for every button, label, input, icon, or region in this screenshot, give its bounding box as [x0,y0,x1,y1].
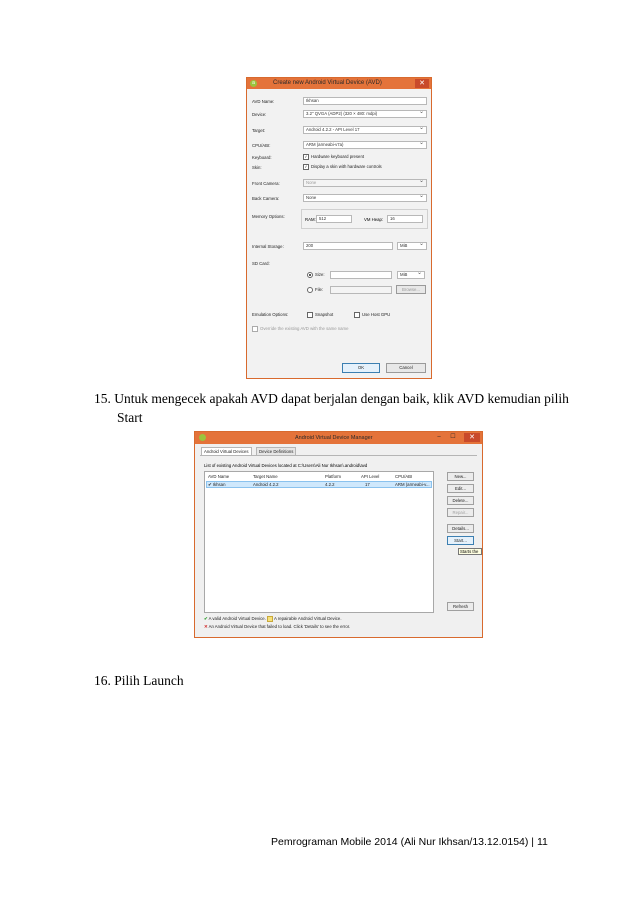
avd-name-input[interactable]: Ikhsan [303,97,427,105]
keyboard-label: Keyboard: [252,155,272,160]
create-avd-title: Create new Android Virtual Device (AVD) [273,80,382,86]
legend-failed-text: An Android Virtual Device that failed to load. Click 'Details' to see the error. [208,624,351,629]
display-skin-checkbox[interactable] [303,164,382,170]
repair-button[interactable]: Repair... [447,508,474,517]
avd-name-label: AVD Name: [252,99,275,104]
tab-divider [200,455,477,456]
checkbox-checked-icon: ✓ [304,164,308,169]
refresh-button[interactable]: Refresh [447,602,474,611]
skin-label: Skin: [252,165,262,170]
target-select[interactable]: Android 4.2.2 - API Level 17 ⌄ [303,126,427,134]
avd-manager-titlebar [195,432,482,444]
page-footer: Pemrograman Mobile 2014 (Ali Nur Ikhsan/13.12.0154) | 11 [271,836,548,848]
checkbox-unchecked-icon [307,312,313,318]
avd-manager-title: Android Virtual Device Manager [295,435,373,441]
cpu-abi-select[interactable]: ARM (armeabi-v7a) ⌄ [303,141,427,149]
internal-storage-unit-select[interactable]: MiB ⌄ [397,242,427,250]
cpu-abi-label: CPU/ABI: [252,143,271,148]
browse-button[interactable]: Browse... [396,285,426,294]
sd-file-radio[interactable] [307,287,323,293]
step-15-line-2: Start [117,410,143,425]
tab-android-virtual-devices[interactable]: Android Virtual Devices [201,447,252,455]
sd-size-label: Size: [315,272,325,278]
snapshot-checkbox[interactable] [307,312,333,318]
close-icon[interactable]: ✕ [464,433,480,442]
front-camera-label: Front Camera: [252,181,280,186]
host-gpu-text: Use Host GPU [362,312,391,318]
column-header-platform[interactable]: Platform [325,474,341,479]
hardware-keyboard-text: Hardware keyboard present [311,154,365,160]
sd-card-label: SD Card: [252,261,270,266]
back-camera-select[interactable]: None ⌄ [303,194,427,202]
override-avd-text: Override the existing AVD with the same name [260,326,349,332]
device-select[interactable]: 3.2" QVGA (ADP2) (320 × 480: mdpi) ⌄ [303,110,427,118]
checkbox-unchecked-icon [252,326,258,332]
ram-input[interactable]: 512 [316,215,352,223]
sd-file-input[interactable] [330,286,392,294]
column-header-avd-name[interactable]: AVD Name [208,474,230,479]
new-button[interactable]: New... [447,472,474,481]
back-camera-label: Back Camera: [252,196,280,201]
platform-cell: 4.2.2 [325,482,335,487]
radio-selected-icon [307,272,313,278]
maximize-icon[interactable]: ☐ [450,434,456,440]
legend-line-2 [204,624,350,630]
start-tooltip: Starts the [458,548,482,555]
emulation-options-label: Emulation Options: [252,312,289,317]
sd-size-input[interactable] [330,271,392,279]
create-avd-dialog-screenshot [246,77,432,379]
host-gpu-checkbox[interactable] [354,312,390,318]
ram-label: RAM: [305,217,316,222]
snapshot-text: Snapshot [315,312,334,318]
api-level-cell: 17 [365,482,370,487]
front-camera-select[interactable]: None ⌄ [303,179,427,187]
repairable-icon [267,616,273,622]
cpu-abi-cell: ARM (armeabi-v... [395,482,430,487]
android-app-icon: a [250,80,257,87]
valid-check-icon: ✔ [204,616,208,622]
vm-heap-label: VM Heap: [364,217,384,222]
device-label: Device: [252,112,267,117]
vm-heap-input[interactable]: 16 [387,215,423,223]
legend-line-1 [204,616,342,622]
column-header-cpu-abi[interactable]: CPU/ABI [395,474,413,479]
close-icon[interactable]: ✕ [415,79,429,88]
target-name-cell: Android 4.2.2 [253,482,279,487]
radio-unselected-icon [307,287,313,293]
sd-size-radio[interactable] [307,272,325,278]
checkbox-checked-icon: ✓ [304,154,308,159]
column-header-target-name[interactable]: Target Name [253,474,278,479]
avd-manager-screenshot [194,431,483,638]
internal-storage-input[interactable]: 200 [303,242,393,250]
sd-size-unit-select[interactable]: MiB ⌄ [397,271,425,279]
override-avd-checkbox[interactable] [252,326,349,332]
memory-options-group [301,209,428,229]
ok-button[interactable]: OK [342,363,380,373]
checkbox-unchecked-icon [354,312,360,318]
edit-button[interactable]: Edit... [447,484,474,493]
sd-file-label: File: [315,287,324,293]
minimize-icon[interactable]: – [437,434,441,440]
memory-options-label: Memory Options: [252,214,285,219]
tab-device-definitions[interactable]: Device Definitions [256,447,296,455]
step-16-line-1: 16. Pilih Launch [94,673,184,688]
cancel-button[interactable]: Cancel [386,363,426,373]
target-label: Target: [252,128,266,133]
legend-valid-text: A valid Android Virtual Device. [208,616,266,622]
display-skin-text: Display a skin with hardware controls [311,164,382,170]
column-header-api-level[interactable]: API Level [361,474,380,479]
legend-repairable-text: A repairable Android Virtual Device. [274,616,342,622]
avd-name-cell: ✔ Ikhsan [208,482,226,487]
start-button[interactable]: Start... [447,536,474,545]
avd-list-caption: List of existing Android Virtual Devices located at C:\Users\Ali Nur Ikhsan\.android\avd [204,463,368,468]
create-avd-titlebar [247,78,431,89]
details-button[interactable]: Details... [447,524,474,533]
delete-button[interactable]: Delete... [447,496,474,505]
android-app-icon [199,434,206,441]
step-15-line-1: 15. Untuk mengecek apakah AVD dapat berjalan dengan baik, klik AVD kemudian pilih [94,391,569,406]
hardware-keyboard-checkbox[interactable] [303,154,364,160]
failed-x-icon: ✕ [204,624,208,629]
internal-storage-label: Internal Storage: [252,244,284,249]
avd-table [204,471,434,613]
